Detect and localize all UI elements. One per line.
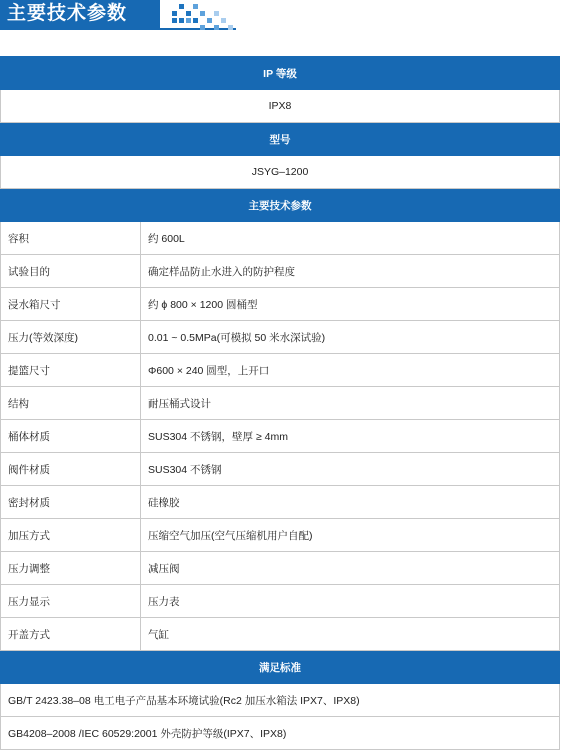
- spec-value: 压缩空气加压(空气压缩机用户自配): [141, 519, 560, 552]
- table-row: [1, 255, 560, 288]
- spec-label: 压力(等效深度): [1, 321, 141, 354]
- spec-label: 容积: [1, 222, 141, 255]
- table-row: [1, 618, 560, 651]
- table-row: [1, 486, 560, 519]
- spec-label: 浸水箱尺寸: [1, 288, 141, 321]
- spec-label: 密封材质: [1, 486, 141, 519]
- spec-label: 结构: [1, 387, 141, 420]
- spec-label: 压力显示: [1, 585, 141, 618]
- table-row: [1, 288, 560, 321]
- spec-value: 约 600L: [141, 222, 560, 255]
- spec-label: 加压方式: [1, 519, 141, 552]
- list-item: [1, 717, 560, 750]
- specs-header-row: [1, 189, 560, 222]
- table-row: [1, 354, 560, 387]
- spec-label: 提篮尺寸: [1, 354, 141, 387]
- table-row: [1, 519, 560, 552]
- spec-value: Φ600 × 240 圆型，上开口: [141, 354, 560, 387]
- spec-label: 桶体材质: [1, 420, 141, 453]
- standard-item: GB/T 2423.38–08 电工电子产品基本环境试验(Rc2 加压水箱法 IPX7、IPX8): [1, 684, 560, 717]
- table-row: [1, 453, 560, 486]
- spec-value: 减压阀: [141, 552, 560, 585]
- standards-header-row: [1, 651, 560, 684]
- spec-value: 硅橡胶: [141, 486, 560, 519]
- table-row: [1, 420, 560, 453]
- spec-value: 压力表: [141, 585, 560, 618]
- spec-value: 耐压桶式设计: [141, 387, 560, 420]
- spec-label: 开盖方式: [1, 618, 141, 651]
- table-row: [1, 222, 560, 255]
- page-title: 主要技术参数: [0, 0, 160, 28]
- page-header: [0, 0, 563, 46]
- model-value: JSYG–1200: [1, 156, 560, 189]
- spec-value: 0.01 ~ 0.5MPa(可模拟 50 米水深试验): [141, 321, 560, 354]
- table-row: [1, 387, 560, 420]
- spec-value: 气缸: [141, 618, 560, 651]
- pixel-decoration-icon: [172, 3, 236, 29]
- ip-grade-value: IPX8: [1, 90, 560, 123]
- spec-table: [0, 56, 560, 750]
- specs-header: 主要技术参数: [1, 189, 560, 222]
- model-header: 型号: [1, 123, 560, 156]
- model-value-row: [1, 156, 560, 189]
- spec-label: 压力调整: [1, 552, 141, 585]
- ip-grade-header-row: [1, 57, 560, 90]
- table-row: [1, 585, 560, 618]
- spec-value: SUS304 不锈钢，壁厚 ≥ 4mm: [141, 420, 560, 453]
- spec-label: 试验目的: [1, 255, 141, 288]
- spec-label: 阀件材质: [1, 453, 141, 486]
- table-row: [1, 552, 560, 585]
- standards-header: 满足标准: [1, 651, 560, 684]
- list-item: [1, 684, 560, 717]
- table-row: [1, 321, 560, 354]
- spec-value: 约 ϕ 800 × 1200 圆桶型: [141, 288, 560, 321]
- ip-grade-header: IP 等级: [1, 57, 560, 90]
- model-header-row: [1, 123, 560, 156]
- ip-grade-value-row: [1, 90, 560, 123]
- standard-item: GB4208–2008 /IEC 60529:2001 外壳防护等级(IPX7、IPX8): [1, 717, 560, 750]
- spec-value: SUS304 不锈钢: [141, 453, 560, 486]
- spec-value: 确定样品防止水进入的防护程度: [141, 255, 560, 288]
